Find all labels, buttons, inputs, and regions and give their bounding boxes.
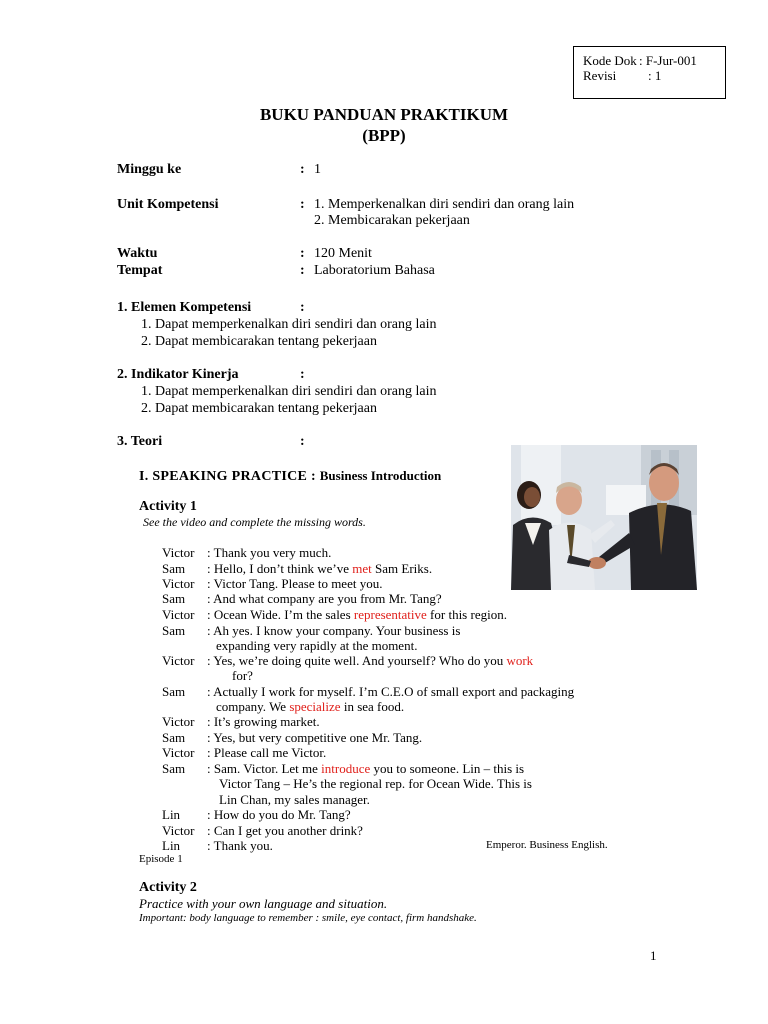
dialogue-text-part: : Yes, but very competitive one Mr. Tang. bbox=[207, 730, 423, 745]
dialogue-text-part: Victor Tang – He’s the regional rep. for Ocean Wide. This is bbox=[219, 776, 532, 791]
dialogue-text-part: : Thank you very much. bbox=[207, 545, 332, 560]
dialogue-text-part: : Ocean Wide. I’m the sales bbox=[207, 607, 354, 622]
dialogue-text-part: : Thank you. bbox=[207, 838, 273, 853]
kode-dok-label: Kode Dok bbox=[583, 53, 637, 68]
dialogue-text-part: : How do you do Mr. Tang? bbox=[207, 807, 351, 822]
dialogue-text-part: : And what company are you from Mr. Tang? bbox=[207, 591, 442, 606]
source-citation: Emperor. Business English. bbox=[486, 839, 608, 851]
dialogue-speaker: Sam bbox=[162, 684, 186, 699]
activity-1-heading: Activity 1 bbox=[139, 499, 197, 514]
dialogue-text bbox=[216, 638, 417, 654]
dialogue-text bbox=[207, 761, 524, 777]
dialogue-speaker: Victor bbox=[162, 745, 195, 760]
dialogue-speaker: Lin bbox=[162, 807, 181, 822]
dialogue-text bbox=[207, 714, 320, 730]
dialogue-text-part: for this region. bbox=[426, 607, 507, 622]
dialogue-speaker: Lin bbox=[162, 838, 181, 853]
dialogue-speaker: Sam bbox=[162, 591, 186, 606]
dialogue-text-part: in sea food. bbox=[340, 699, 405, 714]
kode-dok-value: : F-Jur-001 bbox=[639, 53, 697, 68]
dialogue-speaker: Sam bbox=[162, 561, 186, 576]
dialogue-text-part: you to someone. Lin – this is bbox=[370, 761, 525, 776]
teori-heading: 3. Teori bbox=[117, 434, 163, 449]
dialogue-text-part: company. We bbox=[216, 699, 290, 714]
dialogue-speaker: Sam bbox=[162, 761, 186, 776]
dialogue-text-part: : Victor Tang. Please to meet you. bbox=[207, 576, 383, 591]
dialogue-speaker: Victor bbox=[162, 545, 195, 560]
page-title: BUKU PANDUAN PRAKTIKUM bbox=[259, 105, 509, 124]
tempat-colon: : bbox=[300, 263, 305, 278]
dialogue-text-part: : It’s growing market. bbox=[207, 714, 320, 729]
episode-label: Episode 1 bbox=[139, 853, 183, 865]
dialogue-text bbox=[207, 838, 273, 854]
dialogue-text-part: : Please call me Victor. bbox=[207, 745, 327, 760]
unit-value-1: 1. Memperkenalkan diri sendiri dan orang lain bbox=[314, 197, 575, 212]
missing-word-answer: representative bbox=[353, 607, 427, 622]
waktu-value: 120 Menit bbox=[314, 246, 372, 261]
tempat-value: Laboratorium Bahasa bbox=[314, 263, 435, 278]
indikator-item: 2. Dapat membicarakan tentang pekerjaan bbox=[141, 401, 377, 416]
dialogue-text-part: Sam Eriks. bbox=[371, 561, 433, 576]
dialogue-text bbox=[207, 561, 432, 577]
revisi-label: Revisi bbox=[583, 68, 617, 83]
dialogue-text-part: : Sam. Victor. Let me bbox=[207, 761, 322, 776]
dialogue-speaker: Victor bbox=[162, 576, 195, 591]
indikator-item: 1. Dapat memperkenalkan diri sendiri dan orang lain bbox=[141, 384, 437, 399]
dialogue-text-part: : Yes, we’re doing quite well. And yourself? Who do you bbox=[207, 653, 507, 668]
page-subtitle: (BPP) bbox=[362, 126, 406, 145]
dialogue-text bbox=[207, 807, 351, 823]
dialogue-text bbox=[216, 699, 404, 715]
elemen-colon: : bbox=[300, 300, 305, 315]
waktu-label: Waktu bbox=[117, 246, 158, 261]
dialogue-text bbox=[207, 745, 326, 761]
dialogue-speaker: Victor bbox=[162, 607, 195, 622]
dialogue-text bbox=[207, 653, 533, 669]
dialogue-text bbox=[207, 545, 331, 561]
dialogue-text bbox=[207, 591, 442, 607]
dialogue-text-part: : Ah yes. I know your company. Your business is bbox=[207, 623, 461, 638]
unit-colon: : bbox=[300, 197, 305, 212]
dialogue-text-part: : Actually I work for myself. I’m C.E.O of small export and packaging bbox=[207, 684, 575, 699]
dialogue-speaker: Victor bbox=[162, 823, 195, 838]
elemen-heading: 1. Elemen Kompetensi bbox=[117, 300, 252, 315]
business-introduction-title: Business Introduction bbox=[319, 468, 442, 483]
business-handshake-photo bbox=[511, 445, 697, 590]
elemen-item: 2. Dapat membicarakan tentang pekerjaan bbox=[141, 334, 377, 349]
minggu-label: Minggu ke bbox=[117, 162, 182, 177]
dialogue-text bbox=[207, 684, 574, 700]
dialogue-text bbox=[219, 792, 370, 808]
missing-word-answer: work bbox=[506, 653, 534, 668]
revisi-value: : 1 bbox=[648, 68, 662, 83]
waktu-colon: : bbox=[300, 246, 305, 261]
indikator-heading: 2. Indikator Kinerja bbox=[117, 367, 239, 382]
missing-word-answer: met bbox=[352, 561, 372, 576]
dialogue-text bbox=[207, 576, 382, 592]
unit-label: Unit Kompetensi bbox=[117, 197, 219, 212]
dialogue-speaker: Victor bbox=[162, 653, 195, 668]
activity-2-instruction: Practice with your own language and situation. bbox=[139, 896, 388, 911]
dialogue-text bbox=[207, 623, 460, 639]
document-code-box bbox=[573, 46, 726, 99]
activity-1-instruction: See the video and complete the missing words. bbox=[143, 515, 366, 529]
dialogue-speaker: Sam bbox=[162, 623, 186, 638]
dialogue-text-part: : Hello, I don’t think we’ve bbox=[207, 561, 353, 576]
activity-2-heading: Activity 2 bbox=[139, 880, 197, 895]
tempat-label: Tempat bbox=[117, 263, 163, 278]
handshake-illustration bbox=[511, 445, 697, 590]
dialogue-text bbox=[232, 668, 253, 684]
teori-colon: : bbox=[300, 434, 305, 449]
dialogue-text bbox=[219, 776, 532, 792]
elemen-item: 1. Dapat memperkenalkan diri sendiri dan orang lain bbox=[141, 317, 437, 332]
dialogue-text bbox=[207, 607, 507, 623]
activity-2-important-note: Important: body language to remember : smile, eye contact, firm handshake. bbox=[139, 912, 477, 924]
unit-value-2: 2. Membicarakan pekerjaan bbox=[314, 213, 470, 228]
speaking-practice-title: I. SPEAKING PRACTICE : bbox=[139, 469, 320, 484]
missing-word-answer: specialize bbox=[289, 699, 341, 714]
missing-word-answer: introduce bbox=[321, 761, 371, 776]
dialogue-text bbox=[207, 823, 363, 839]
dialogue-speaker: Victor bbox=[162, 714, 195, 729]
dialogue-text-part: : Can I get you another drink? bbox=[207, 823, 363, 838]
dialogue-text-part: expanding very rapidly at the moment. bbox=[216, 638, 418, 653]
dialogue-text-part: Lin Chan, my sales manager. bbox=[219, 792, 370, 807]
dialogue-text-part: for? bbox=[232, 668, 253, 683]
dialogue-speaker: Sam bbox=[162, 730, 186, 745]
speaking-practice-heading bbox=[139, 468, 441, 485]
page-number: 1 bbox=[650, 948, 657, 963]
indikator-colon: : bbox=[300, 367, 305, 382]
minggu-colon: : bbox=[300, 162, 305, 177]
minggu-value: 1 bbox=[314, 162, 321, 177]
dialogue-text bbox=[207, 730, 422, 746]
